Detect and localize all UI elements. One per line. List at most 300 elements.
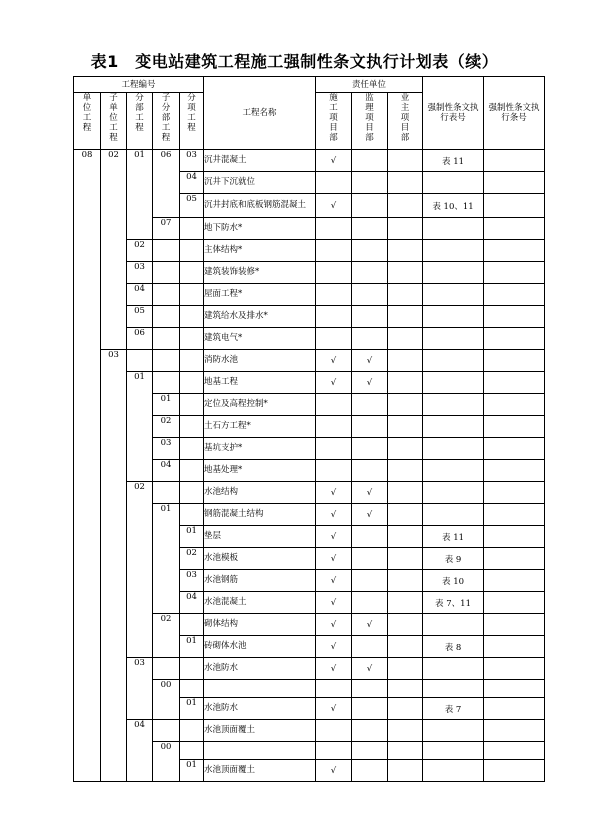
project-name: 水池顶面覆土	[204, 720, 316, 742]
code-part	[127, 570, 153, 592]
code-part	[127, 394, 153, 416]
clause-no	[484, 306, 545, 328]
header-supervision-text: 监理项目部	[365, 93, 374, 143]
check-c	[316, 680, 352, 698]
check-c	[316, 328, 352, 350]
code-subunit	[101, 636, 127, 658]
check-o	[388, 636, 423, 658]
table-no: 表 10、11	[423, 194, 484, 218]
table-no	[423, 306, 484, 328]
table-no	[423, 680, 484, 698]
check-c	[316, 742, 352, 760]
clause-no	[484, 262, 545, 284]
project-name: 水池结构	[204, 482, 316, 504]
table-row	[74, 172, 545, 194]
table-no	[423, 720, 484, 742]
clause-no	[484, 194, 545, 218]
code-unit	[74, 636, 101, 658]
clause-no	[484, 350, 545, 372]
check-c: √	[316, 504, 352, 526]
code-subpart	[153, 698, 180, 720]
code-subunit	[101, 460, 127, 482]
clause-no	[484, 720, 545, 742]
header-subunit	[101, 93, 127, 150]
check-o	[388, 394, 423, 416]
check-o	[388, 504, 423, 526]
code-unit	[74, 416, 101, 438]
code-part	[127, 680, 153, 698]
clause-no	[484, 240, 545, 262]
code-item	[180, 614, 204, 636]
code-item: 03	[180, 570, 204, 592]
clause-no	[484, 658, 545, 680]
project-name: 钢筋混凝土结构	[204, 504, 316, 526]
table-row	[74, 482, 545, 504]
code-subunit	[101, 394, 127, 416]
code-part	[127, 548, 153, 570]
code-subpart	[153, 526, 180, 548]
code-subunit	[101, 526, 127, 548]
table-row	[74, 614, 545, 636]
header-owner	[388, 93, 423, 150]
code-item: 02	[180, 548, 204, 570]
code-subpart: 00	[153, 680, 180, 698]
code-subpart	[153, 658, 180, 680]
header-part-text: 分部工程	[135, 93, 144, 133]
check-c: √	[316, 698, 352, 720]
clause-no	[484, 504, 545, 526]
code-subunit	[101, 218, 127, 240]
project-name: 水池模板	[204, 548, 316, 570]
project-name: 定位及高程控制*	[204, 394, 316, 416]
table-row	[74, 150, 545, 172]
code-part	[127, 760, 153, 782]
code-item	[180, 394, 204, 416]
code-unit	[74, 172, 101, 194]
code-item	[180, 416, 204, 438]
clause-no	[484, 636, 545, 658]
table-row	[74, 526, 545, 548]
code-item	[180, 482, 204, 504]
table-row	[74, 372, 545, 394]
code-unit	[74, 720, 101, 742]
code-subpart: 03	[153, 438, 180, 460]
code-subpart	[153, 720, 180, 742]
code-subunit	[101, 482, 127, 504]
table-no	[423, 218, 484, 240]
table-no	[423, 760, 484, 782]
table-no	[423, 504, 484, 526]
code-subpart	[153, 328, 180, 350]
check-s	[352, 240, 388, 262]
clause-no	[484, 698, 545, 720]
code-part	[127, 504, 153, 526]
table-row	[74, 438, 545, 460]
header-group-code: 工程编号	[74, 77, 204, 93]
check-c: √	[316, 482, 352, 504]
header-group-responsibility: 责任单位	[316, 77, 423, 93]
code-part: 03	[127, 658, 153, 680]
code-subunit	[101, 658, 127, 680]
check-c	[316, 284, 352, 306]
code-unit	[74, 592, 101, 614]
code-subpart	[153, 636, 180, 658]
table-no	[423, 614, 484, 636]
code-subunit	[101, 438, 127, 460]
clause-no	[484, 172, 545, 194]
code-unit	[74, 614, 101, 636]
check-o	[388, 372, 423, 394]
code-part	[127, 636, 153, 658]
check-s: √	[352, 614, 388, 636]
check-s	[352, 150, 388, 172]
project-name: 沉井封底和底板钢筋混凝土	[204, 194, 316, 218]
code-item	[180, 262, 204, 284]
code-part: 05	[127, 306, 153, 328]
table-no	[423, 438, 484, 460]
check-o	[388, 742, 423, 760]
code-subpart	[153, 262, 180, 284]
code-item: 01	[180, 636, 204, 658]
clause-no	[484, 150, 545, 172]
code-unit	[74, 306, 101, 328]
check-o	[388, 150, 423, 172]
code-subunit	[101, 328, 127, 350]
check-c: √	[316, 614, 352, 636]
check-o	[388, 172, 423, 194]
code-item	[180, 372, 204, 394]
code-part: 02	[127, 482, 153, 504]
code-unit	[74, 658, 101, 680]
table-row	[74, 218, 545, 240]
check-s	[352, 306, 388, 328]
clause-no	[484, 218, 545, 240]
project-name: 地基工程	[204, 372, 316, 394]
code-unit	[74, 240, 101, 262]
clause-no	[484, 438, 545, 460]
code-item	[180, 284, 204, 306]
table-row	[74, 240, 545, 262]
check-o	[388, 262, 423, 284]
check-s	[352, 328, 388, 350]
header-owner-text: 业主项目部	[400, 93, 410, 143]
table-body	[74, 150, 545, 782]
check-s	[352, 548, 388, 570]
code-subpart: 04	[153, 460, 180, 482]
code-unit	[74, 394, 101, 416]
table-no	[423, 742, 484, 760]
table-no: 表 11	[423, 150, 484, 172]
table-row	[74, 548, 545, 570]
project-name: 建筑电气*	[204, 328, 316, 350]
code-subpart: 01	[153, 504, 180, 526]
code-part	[127, 614, 153, 636]
check-c	[316, 394, 352, 416]
header-item	[180, 93, 204, 150]
code-part: 02	[127, 240, 153, 262]
code-part: 01	[127, 150, 153, 172]
header-subpart	[153, 93, 180, 150]
code-subunit	[101, 760, 127, 782]
check-s	[352, 680, 388, 698]
code-item: 05	[180, 194, 204, 218]
code-part	[127, 460, 153, 482]
code-item	[180, 438, 204, 460]
table-no: 表 11	[423, 526, 484, 548]
check-o	[388, 680, 423, 698]
code-item	[180, 460, 204, 482]
code-subunit	[101, 372, 127, 394]
check-c	[316, 438, 352, 460]
check-c: √	[316, 150, 352, 172]
code-item	[180, 504, 204, 526]
clause-no	[484, 328, 545, 350]
check-s	[352, 460, 388, 482]
code-subunit: 02	[101, 150, 127, 172]
check-o	[388, 720, 423, 742]
check-s	[352, 194, 388, 218]
code-item: 03	[180, 150, 204, 172]
check-c: √	[316, 350, 352, 372]
plan-table	[73, 76, 545, 782]
check-s	[352, 570, 388, 592]
table-row	[74, 570, 545, 592]
code-subunit	[101, 680, 127, 698]
header-item-text: 分项工程	[187, 93, 196, 133]
table-no	[423, 482, 484, 504]
check-c: √	[316, 194, 352, 218]
table-row	[74, 636, 545, 658]
code-subunit	[101, 284, 127, 306]
header-construction	[316, 93, 352, 150]
code-unit	[74, 438, 101, 460]
code-unit	[74, 328, 101, 350]
header-subpart-text: 子分部工程	[161, 93, 171, 143]
project-name: 屋面工程*	[204, 284, 316, 306]
table-no	[423, 394, 484, 416]
check-c	[316, 172, 352, 194]
check-o	[388, 526, 423, 548]
table-no	[423, 372, 484, 394]
check-s	[352, 172, 388, 194]
project-name: 地下防水*	[204, 218, 316, 240]
code-part	[127, 416, 153, 438]
clause-no	[484, 394, 545, 416]
project-name: 建筑给水及排水*	[204, 306, 316, 328]
check-s	[352, 760, 388, 782]
code-item: 01	[180, 698, 204, 720]
check-s	[352, 394, 388, 416]
code-subpart	[153, 350, 180, 372]
check-c: √	[316, 636, 352, 658]
code-subunit	[101, 172, 127, 194]
project-name: 沉井混凝土	[204, 150, 316, 172]
code-subunit	[101, 416, 127, 438]
check-c: √	[316, 570, 352, 592]
project-name	[204, 680, 316, 698]
code-part: 04	[127, 720, 153, 742]
check-o	[388, 416, 423, 438]
code-subpart	[153, 172, 180, 194]
code-part	[127, 194, 153, 218]
table-row	[74, 592, 545, 614]
check-s	[352, 742, 388, 760]
table-no: 表 7、11	[423, 592, 484, 614]
check-o	[388, 460, 423, 482]
check-s: √	[352, 482, 388, 504]
check-s	[352, 218, 388, 240]
code-subpart	[153, 306, 180, 328]
project-name: 沉井下沉就位	[204, 172, 316, 194]
code-subpart	[153, 240, 180, 262]
clause-no	[484, 680, 545, 698]
code-item	[180, 720, 204, 742]
code-subunit	[101, 548, 127, 570]
code-part: 03	[127, 262, 153, 284]
code-unit	[74, 570, 101, 592]
project-name: 地基处理*	[204, 460, 316, 482]
table-row	[74, 394, 545, 416]
code-unit	[74, 526, 101, 548]
table-no	[423, 262, 484, 284]
table-no	[423, 172, 484, 194]
clause-no	[484, 742, 545, 760]
check-o	[388, 658, 423, 680]
table-no	[423, 284, 484, 306]
table-no: 表 7	[423, 698, 484, 720]
clause-no	[484, 372, 545, 394]
check-o	[388, 698, 423, 720]
code-subunit	[101, 570, 127, 592]
code-unit	[74, 742, 101, 760]
clause-no	[484, 548, 545, 570]
code-item	[180, 680, 204, 698]
clause-no	[484, 760, 545, 782]
table-row	[74, 504, 545, 526]
table-no	[423, 658, 484, 680]
project-name: 砖砌体水池	[204, 636, 316, 658]
code-part	[127, 438, 153, 460]
code-part: 01	[127, 372, 153, 394]
code-subunit	[101, 262, 127, 284]
clause-no	[484, 570, 545, 592]
code-unit	[74, 698, 101, 720]
project-name: 水池钢筋	[204, 570, 316, 592]
code-subpart	[153, 482, 180, 504]
table-row	[74, 306, 545, 328]
project-name: 水池顶面覆土	[204, 760, 316, 782]
check-c: √	[316, 658, 352, 680]
header-name: 工程名称	[204, 77, 316, 150]
code-item: 01	[180, 760, 204, 782]
project-name: 水池混凝土	[204, 592, 316, 614]
check-c	[316, 416, 352, 438]
table-no	[423, 328, 484, 350]
page-title: 表1 变电站建筑工程施工强制性条文执行计划表（续）	[90, 52, 499, 71]
check-s	[352, 698, 388, 720]
check-c: √	[316, 592, 352, 614]
check-o	[388, 350, 423, 372]
code-part	[127, 172, 153, 194]
table-no: 表 8	[423, 636, 484, 658]
check-s	[352, 262, 388, 284]
check-s	[352, 438, 388, 460]
check-s	[352, 720, 388, 742]
header-table-no: 强制性条文执行表号	[423, 77, 484, 150]
check-c	[316, 218, 352, 240]
clause-no	[484, 460, 545, 482]
check-o	[388, 284, 423, 306]
check-s: √	[352, 372, 388, 394]
code-subpart	[153, 284, 180, 306]
project-name: 水池防水	[204, 658, 316, 680]
code-part: 04	[127, 284, 153, 306]
project-name: 土石方工程*	[204, 416, 316, 438]
code-unit	[74, 350, 101, 372]
code-subpart	[153, 194, 180, 218]
clause-no	[484, 284, 545, 306]
check-o	[388, 570, 423, 592]
code-unit	[74, 680, 101, 698]
code-unit	[74, 548, 101, 570]
check-s	[352, 284, 388, 306]
code-unit	[74, 284, 101, 306]
code-part	[127, 592, 153, 614]
check-c	[316, 460, 352, 482]
check-c: √	[316, 760, 352, 782]
code-item: 01	[180, 526, 204, 548]
project-name: 主体结构*	[204, 240, 316, 262]
clause-no	[484, 526, 545, 548]
code-item	[180, 240, 204, 262]
code-item	[180, 350, 204, 372]
header-supervision	[352, 93, 388, 150]
check-s	[352, 636, 388, 658]
project-name: 建筑装饰装修*	[204, 262, 316, 284]
code-unit	[74, 482, 101, 504]
code-subunit	[101, 742, 127, 760]
header-part	[127, 93, 153, 150]
code-subunit	[101, 504, 127, 526]
code-unit	[74, 460, 101, 482]
code-unit	[74, 194, 101, 218]
code-item	[180, 218, 204, 240]
table-row	[74, 460, 545, 482]
code-subunit	[101, 194, 127, 218]
project-name	[204, 742, 316, 760]
code-subunit	[101, 698, 127, 720]
check-o	[388, 482, 423, 504]
code-unit: 08	[74, 150, 101, 172]
code-item: 04	[180, 172, 204, 194]
clause-no	[484, 614, 545, 636]
code-subpart: 02	[153, 416, 180, 438]
check-s	[352, 416, 388, 438]
table-row	[74, 658, 545, 680]
table-row	[74, 680, 545, 698]
code-item	[180, 658, 204, 680]
code-part	[127, 218, 153, 240]
header-clause-no: 强制性条文执行条号	[484, 77, 545, 150]
check-c: √	[316, 548, 352, 570]
check-o	[388, 614, 423, 636]
clause-no	[484, 592, 545, 614]
table-row	[74, 328, 545, 350]
code-subpart: 00	[153, 742, 180, 760]
code-part	[127, 526, 153, 548]
project-name: 砌体结构	[204, 614, 316, 636]
code-subunit	[101, 306, 127, 328]
